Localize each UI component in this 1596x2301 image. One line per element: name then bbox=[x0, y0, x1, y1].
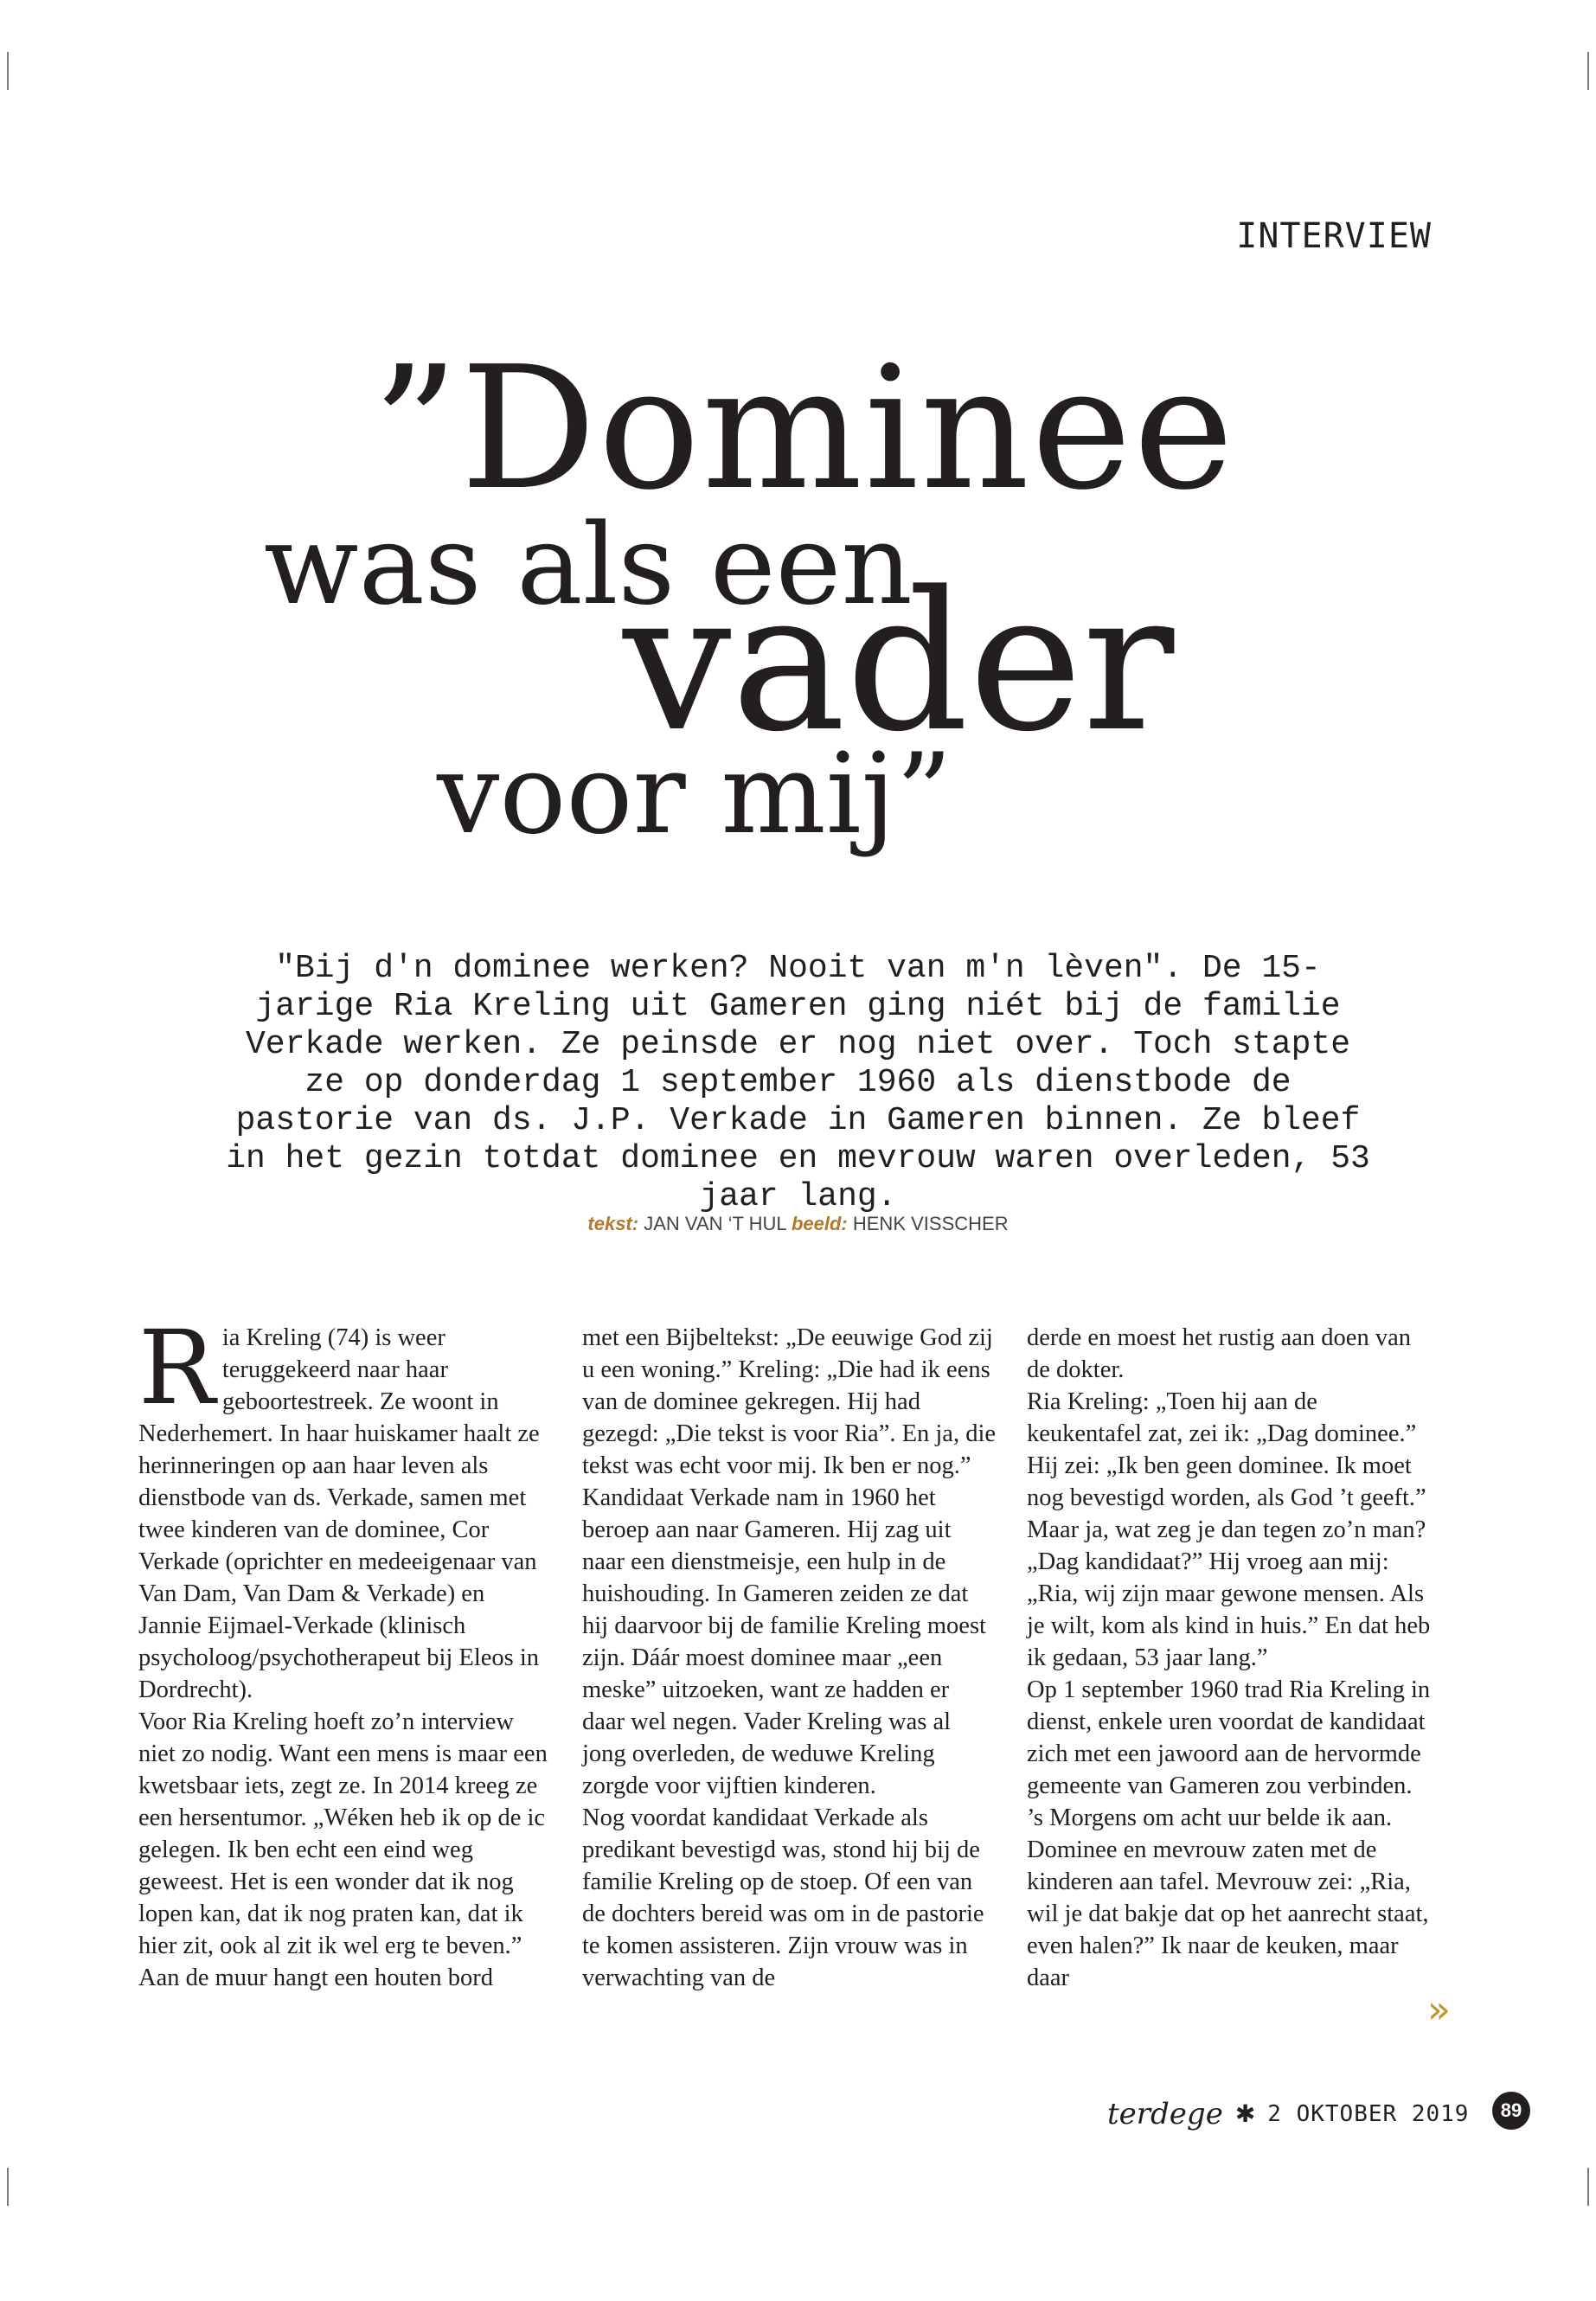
paragraph: met een Bijbeltekst: „De eeuwige God zij u een woning.” Kreling: „Die had ik eens van de dominee gekregen. Hij had gezegd: „Die tekst is voor Ria”. En ja, die tekst was echt voor mij. Ik ben er nog.” bbox=[582, 1324, 997, 1479]
image-credit-author: HENK VISSCHER bbox=[852, 1213, 1009, 1234]
headline bbox=[0, 0, 1596, 934]
issue-date: 2 OKTOBER 2019 bbox=[1267, 2101, 1470, 2127]
headline-line-4: voor mij” bbox=[437, 730, 952, 859]
paragraph: Nog voordat kandidaat Verkade als predikant bevestigd was, stond hij bij de familie Kreling op de stoep. Of een van de dochters bereid was om in de pastorie te komen assisteren. Zijn vrouw was in verwachting van de bbox=[582, 1804, 984, 1991]
headline-line-1: ”Dominee bbox=[372, 330, 1236, 528]
paragraph: Kandidaat Verkade nam in 1960 het beroep aan naar Gameren. Hij zag uit naar een dienstmeisje, een hulp in de huishouding. In Gameren zeiden ze dat hij daarvoor bij de familie Kreling moest zijn. Dáár moest dominee maar „een meske” uitzoeken, want ze hadden er daar wel negen. Vader Kreling was al jong overleden, de weduwe Kreling zorgde voor vijftien kinderen. bbox=[582, 1484, 986, 1799]
drop-cap: R bbox=[138, 1308, 215, 1427]
article-column-2 bbox=[582, 1322, 997, 1994]
page-number: 89 bbox=[1492, 2092, 1530, 2130]
headline-line-3: vader bbox=[623, 551, 1175, 774]
headline-line-2: was als een bbox=[264, 501, 913, 630]
paragraph: Aan de muur hangt een houten bord bbox=[138, 1965, 493, 1991]
magazine-brand: terdege bbox=[1107, 2097, 1223, 2131]
paragraph: Voor Ria Kreling hoeft zo’n interview niet zo nodig. Want een mens is maar een kwetsbaar iets, zegt ze. In 2014 kreeg ze een hersentumor. „Wéken heb ik op de ic gelegen. Ik ben echt een eind weg geweest. Het is een wonder dat ik nog lopen kan, dat ik nog praten kan, dat ik hier zit, ook al zit ik wel erg te beven.” bbox=[138, 1708, 548, 1959]
section-label: INTERVIEW bbox=[1236, 216, 1432, 256]
credits bbox=[0, 1213, 1596, 1235]
crop-mark bbox=[7, 2168, 9, 2206]
intro-paragraph: "Bij d'n dominee werken? Nooit van m'n lèven". De 15-jarige Ria Kreling uit Gameren ging niét bij de familie Verkade werken. Ze peinsde er nog niet over. Toch stapte ze op donderdag 1 september 1960 als dienstbode de pastorie van ds. J.P. Verkade in Gameren binnen. Ze bleef in het gezin totdat dominee en mevrouw waren overleden, 53 jaar lang. bbox=[226, 950, 1370, 1215]
article-column-3 bbox=[1027, 1322, 1433, 1994]
article-column-1 bbox=[138, 1308, 554, 1994]
page-footer bbox=[1107, 2097, 1469, 2131]
paragraph: Ria Kreling: „Toen hij aan de keukentafel zat, zei ik: „Dag dominee.” Hij zei: „Ik ben geen dominee. Ik moet nog bevestigd worden, als God ’t geeft.” Maar ja, wat zeg je dan tegen zo’n man? „Dag kandidaat?” Hij vroeg aan mij: „Ria, wij zijn maar gewone mensen. Als je wilt, kom als kind in huis.” En dat heb ik gedaan, 53 jaar lang.” bbox=[1027, 1388, 1431, 1671]
image-credit-label: beeld: bbox=[791, 1213, 848, 1234]
paragraph: derde en moest het rustig aan doen van de dokter. bbox=[1027, 1324, 1411, 1383]
text-credit-label: tekst: bbox=[587, 1213, 639, 1234]
paragraph: Op 1 september 1960 trad Ria Kreling in dienst, enkele uren voordat de kandidaat zich met een jawoord aan de hervormde gemeente van Gameren zou verbinden. ’s Morgens om acht uur belde ik aan. Dominee en mevrouw zaten met de kinderen aan tafel. Mevrouw zei: „Ria, wil je dat bakje dat op het aanrecht staat, even halen?” Ik naar de keuken, maar daar bbox=[1027, 1676, 1431, 1991]
paragraph: ia Kreling (74) is weer teruggekeerd naar haar geboortestreek. Ze woont in Nederhemert. In haar huiskamer haalt ze herinneringen op aan haar leven als dienstbode van ds. Verkade, samen met twee kinderen van de dominee, Cor Verkade (oprichter en medeeigenaar van Van Dam, Van Dam & Verkade) en Jannie Eijmael-Verkade (klinisch psycholoog/psychotherapeut bij Eleos in Dordrecht). bbox=[138, 1324, 540, 1703]
crop-mark bbox=[1587, 2168, 1589, 2206]
continue-arrow-icon: » bbox=[1427, 1988, 1451, 2032]
asterisk-icon: ✱ bbox=[1234, 2101, 1256, 2128]
text-credit-author: JAN VAN ‘T HUL bbox=[644, 1213, 786, 1234]
